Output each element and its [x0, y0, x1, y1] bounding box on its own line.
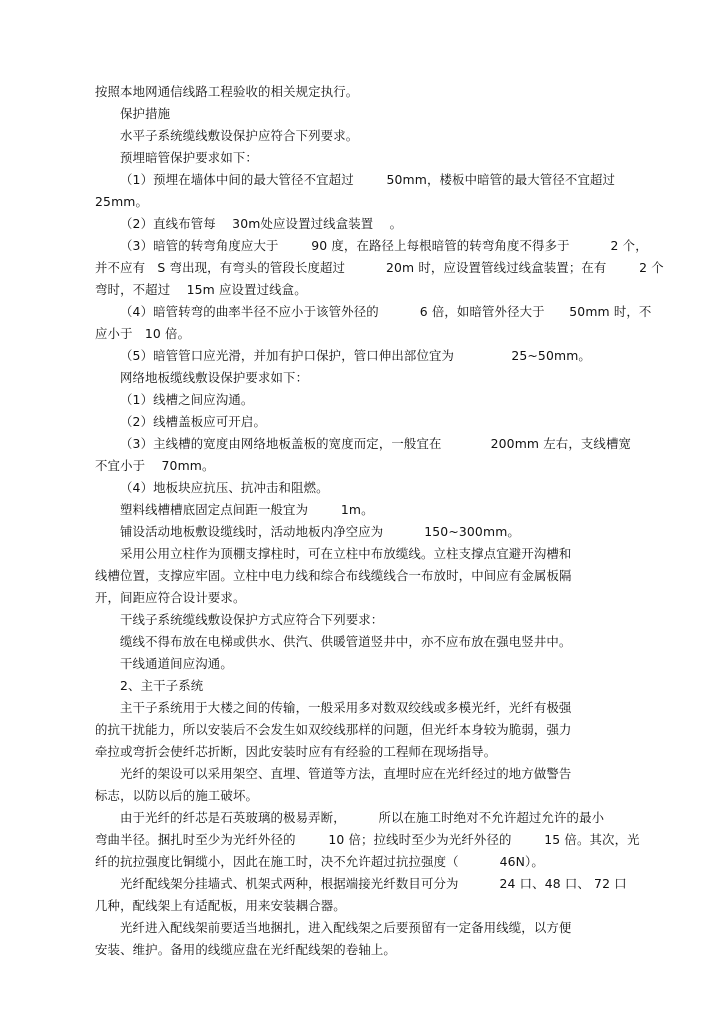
text-line-4: 预埋暗管保护要求如下：	[120, 150, 258, 165]
text-line-35: 弯曲半径。捆扎时至少为光纤外径的 10 倍；拉线时至少为光纤外径的 15 倍。其次，光	[95, 832, 640, 847]
text-line-14: 网络地板缆线敷设保护要求如下：	[120, 370, 309, 385]
text-line-26: 缆线不得布放在电梯或供水、供汽、供暖管道竖井中，亦不应布放在强电竖井中。	[120, 634, 572, 649]
text-line-3: 水平子系统缆线敷设保护应符合下列要求。	[120, 128, 359, 143]
text-line-40: 安装、维护。备用的线缆应盘在光纤配线架的卷轴上。	[95, 942, 396, 957]
text-line-17: （3）主线槽的宽度由网络地板盖板的宽度而定，一般宜在 200mm 左右，支线槽宽	[120, 436, 632, 451]
text-line-7: （2）直线布管每 30m处应设置过线盒装置 。	[120, 216, 403, 231]
text-line-39: 光纤进入配线架前要适当地捆扎，进入配线架之后要预留有一定备用线缆，以方便	[120, 920, 572, 935]
text-line-22: 采用公用立柱作为顶棚支撑柱时，可在立柱中布放缆线。立柱支撑点宜避开沟槽和	[120, 546, 572, 561]
text-line-10: 弯时，不超过 15m 应设置过线盒。	[95, 282, 307, 297]
text-line-24: 开，间距应符合设计要求。	[95, 590, 246, 605]
text-line-25: 干线子系统缆线敷设保护方式应符合下列要求：	[120, 612, 384, 627]
text-line-1: 按照本地网通信线路工程验收的相关规定执行。	[95, 84, 359, 99]
text-line-34: 由于光纤的纤芯是石英玻璃的极易弄断， 所以在施工时绝对不允许超过允许的最小	[120, 810, 605, 825]
text-line-9: 并不应有 S 弯出现，有弯头的管段长度超过 20m 时，应设置管线过线盒装置；在有 2 个	[95, 260, 664, 275]
text-line-12: 应小于 10 倍。	[95, 326, 191, 341]
text-line-11: （4）暗管转弯的曲率半径不应小于该管外径的 6 倍，如暗管外径大于 50mm 时，不	[120, 304, 652, 319]
text-line-16: （2）线槽盖板应可开启。	[120, 414, 266, 429]
text-line-13: （5）暗管管口应光滑，并加有护口保护，管口伸出部位宜为 25~50mm。	[120, 348, 591, 363]
text-line-37: 光纤配线架分挂墙式、机架式两种，根据端接光纤数目可分为 24 口、48 口、 72 口	[120, 876, 627, 891]
text-line-31: 牵拉或弯折会使纤芯折断，因此安装时应有有经验的工程师在现场指导。	[95, 744, 497, 759]
text-line-29: 主干子系统用于大楼之间的传输，一般采用多对数双绞线或多模光纤，光纤有极强	[120, 700, 572, 715]
text-line-21: 铺设活动地板敷设缆线时，活动地板内净空应为 150~300mm。	[120, 524, 520, 539]
text-line-15: （1）线槽之间应沟通。	[120, 392, 254, 407]
text-line-8: （3）暗管的转弯角度应大于 90 度，在路径上每根暗管的转弯角度不得多于 2 个，	[120, 238, 648, 253]
text-line-2: 保护措施	[120, 106, 171, 121]
text-line-5: （1）预埋在墙体中间的最大管径不宜超过 50mm，楼板中暗管的最大管径不宜超过	[120, 172, 616, 187]
text-line-32: 光纤的架设可以采用架空、直埋、管道等方法，直埋时应在光纤经过的地方做警告	[120, 766, 572, 781]
text-line-23: 线槽位置，支撑应牢固。立柱中电力线和综合布线缆线合一布放时，中间应有金属板隔	[95, 568, 572, 583]
text-line-30: 的抗干扰能力，所以安装后不会发生如双绞线那样的问题，但光纤本身较为脆弱，强力	[95, 722, 572, 737]
text-line-38: 几种，配线架上有适配板，用来安装耦合器。	[95, 898, 346, 913]
text-line-28: 2、主干子系统	[120, 678, 204, 693]
text-line-33: 标志，以防以后的施工破坏。	[95, 788, 259, 803]
text-line-18: 不宜小于 70mm。	[95, 458, 215, 473]
text-line-6: 25mm。	[95, 194, 149, 209]
text-line-36: 纤的抗拉强度比铜缆小，因此在施工时，决不允许超过抗拉强度（ 46N）。	[95, 854, 544, 869]
text-line-20: 塑料线槽槽底固定点间距一般宜为 1m。	[120, 502, 374, 517]
text-line-19: （4）地板块应抗压、抗冲击和阻燃。	[120, 480, 329, 495]
text-line-27: 干线通道间应沟通。	[120, 656, 233, 671]
